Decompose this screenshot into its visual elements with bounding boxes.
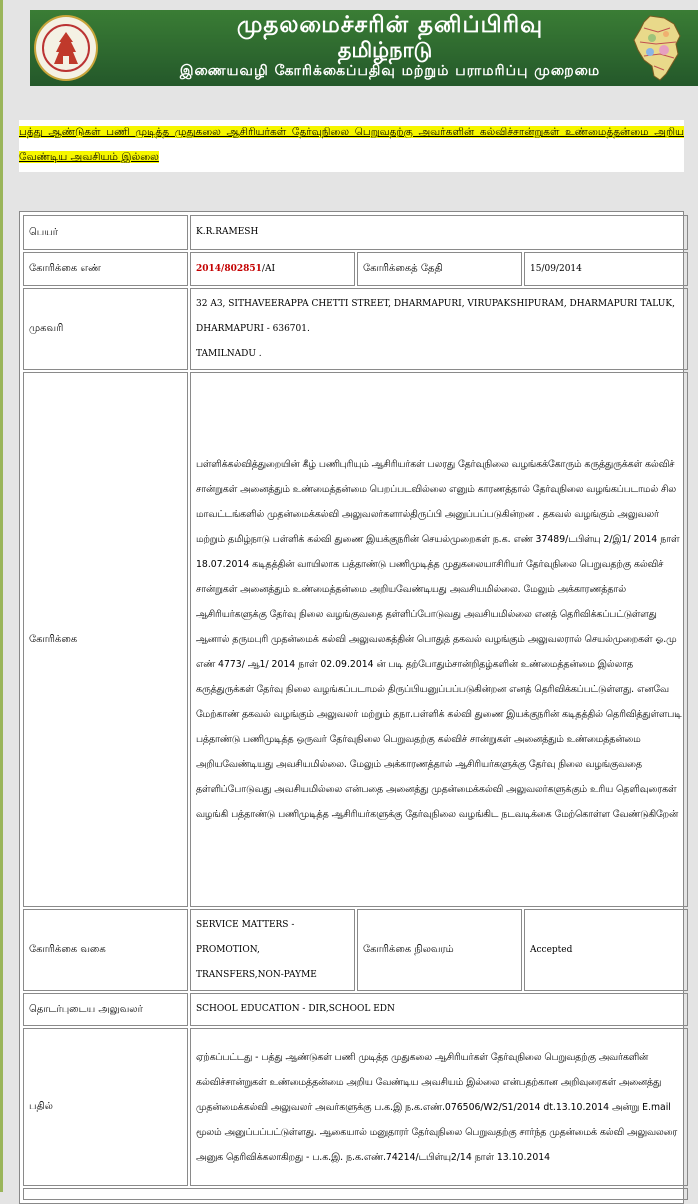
reply-text: ஏற்கப்பட்டது - பத்து ஆண்டுகள் பணி முடித்த முதுகலை ஆசிரியர்கள் தேர்வுநிலை பெறுவதற்கு அவர்களின் கல்விச்சான்றுகள் உண்மைத்தன்மை அறிய வேண்டிய அவசியம் இல்லை என்பதற்கான அறிவுரைகள் அனைத்து முதன்மைக்கல்வி அலுவலர் அவர்களுக்கு ப.க.இ ந.க.எண்.076506/W2/S1/2014 dt.13.10.2014 அன்று E.mail மூலம் அனுப்பப்பட்டுள்ளது. ஆகையால் மனுதாரர் தேர்வுநிலை பெறுவதற்கு சார்ந்த முதன்மைக் கல்வி அலுவலரை அனுக தெரிவிக்கலாகிறது - ப.க.இ. ந.க.எண்.74214/டபிள்யு2/14 நாள் 13.10.2014 bbox=[190, 1028, 688, 1186]
petition-number-suffix: /AI bbox=[261, 263, 276, 274]
petition-date-value: 15/09/2014 bbox=[524, 252, 688, 286]
address-value bbox=[190, 288, 688, 370]
officer-value: SCHOOL EDUCATION - DIR,SCHOOL EDN bbox=[190, 993, 688, 1026]
left-accent-bar bbox=[0, 0, 3, 1192]
petition-details-table bbox=[19, 211, 684, 1204]
petition-date-label: கோரிக்கைத் தேதி bbox=[357, 252, 522, 286]
tamilnadu-emblem-icon bbox=[34, 15, 98, 81]
tamilnadu-map-icon bbox=[630, 14, 686, 82]
reply-label: பதில் bbox=[23, 1028, 188, 1186]
row-reply bbox=[23, 1028, 688, 1186]
request-label: கோரிக்கை bbox=[23, 372, 188, 907]
banner-subtitle: இணையவழி கோரிக்கைப்பதிவு மற்றும் பராமரிப்பு முறைமை bbox=[179, 63, 601, 79]
petition-number-link[interactable]: 2014/802851 bbox=[196, 263, 262, 274]
row-footer bbox=[23, 1188, 688, 1200]
status-label: கோரிக்கை நிலவரம் bbox=[357, 909, 522, 991]
row-request bbox=[23, 372, 688, 907]
category-value: SERVICE MATTERS - PROMOTION, TRANSFERS,NON-PAYME bbox=[190, 909, 355, 991]
officer-label: தொடர்புடைய அலுவலர் bbox=[23, 993, 188, 1026]
status-value: Accepted bbox=[524, 909, 688, 991]
row-petition bbox=[23, 252, 688, 286]
banner-state: தமிழ்நாடு bbox=[337, 38, 433, 62]
banner-title: முதலமைச்சரின் தனிப்பிரிவு bbox=[236, 12, 544, 38]
row-address bbox=[23, 288, 688, 370]
address-line-2: DHARMAPURI - 636701. bbox=[196, 323, 310, 334]
header-banner bbox=[30, 10, 698, 86]
footer-cell bbox=[23, 1188, 688, 1200]
name-label: பெயர் bbox=[23, 215, 188, 250]
address-line-3: TAMILNADU . bbox=[196, 348, 262, 359]
address-line-1: 32 A3, SITHAVEERAPPA CHETTI STREET, DHARMAPURI, VIRUPAKSHIPURAM, DHARMAPURI TALUK, bbox=[196, 298, 675, 309]
row-category bbox=[23, 909, 688, 991]
subject-notice bbox=[19, 120, 684, 172]
request-text: பள்ளிக்கல்வித்துறையின் கீழ் பணிபுரியும் ஆசிரியர்கள் பலரது தேர்வுநிலை வழங்கக்கோரும் கருத்துருக்கள் கல்விச் சான்றுகள் அனைத்தும் உண்மைத்தன்மை பெறப்படவில்லை எனும் காரணத்தால் தேர்வுநிலை வழங்கப்படாமல் சில மாவட்டங்களில் முதன்மைக்கல்வி அலுவலர்களால்திருப்பி அனுப்பப்படுகின்றன . தகவல் வழங்கும் அலுவலர் மற்றும் தமிழ்நாடு பள்ளிக் கல்வி துணை இயக்குநரின் செயல்முறைகள் ந.க. எண் 37489/டபிள்யு 2/இ1/ 2014 நாள் 18.07.2014 கடிதத்தின் வாயிலாக பத்தாண்டு பணிமுடித்த முதுகலையாசிரியர் தேர்வுநிலை பெறுவதற்கு கல்விச் சான்றுகள் அனைத்தும் உண்மைத்தன்மை அறியவேண்டியது அவசியமில்லை. மேலும் அக்காரணத்தால் ஆசிரியர்களுக்கு தேர்வு நிலை வழங்குவதை தள்ளிப்போடுவது அவசியமில்லை எனத் தெரிவிக்கப்பட்டுள்ளது ஆனால் தருமபுரி முதன்மைக் கல்வி அலுவலகத்தின் பொதுத் தகவல் வழங்கும் அலுவலரால் செயல்முறைகள் ஓ.மு எண் 4773/ ஆ1/ 2014 நாள் 02.09.2014 ன் படி தற்போதும்சான்றிதழ்களின் உண்மைத்தன்மை இல்லாத கருத்துருக்கள் தேர்வு நிலை வழங்கப்படாமல் திருப்பியனுப்பப்படுகின்றன எனத் தெரிவிக்கப்பட்டுள்ளது. எனவே மேற்காண் தகவல் வழங்கும் அலுவலர் மற்றும் தநா.பள்ளிக் கல்வி துணை இயக்குநரின் கடிதத்தில் தெரிவித்துள்ளபடி பத்தாண்டு பணிமுடித்த ஒருவர் தேர்வுநிலை பெறுவதற்கு கல்விச் சான்றுகள் அனைத்தும் உண்மைத்தன்மை அறியவேண்டியது அவசியமில்லை. மேலும் அக்காரணத்தால் ஆசிரியர்களுக்கு தேர்வு நிலை வழங்குவதை தள்ளிப்போடுவது அவசியமில்லை என்பதை அனைத்து முதன்மைக்கல்வி அலுவலர்களுக்கும் உரிய தெளிவுரைகள் வழங்கி பத்தாண்டு பணிமுடித்த ஆசிரியர்களுக்கு தேர்வுநிலை வழங்கிட நடவடிக்கை மேற்கொள்ள வேண்டுகிறேன் bbox=[190, 372, 688, 907]
address-label: முகவரி bbox=[23, 288, 188, 370]
subject-text: பத்து ஆண்டுகள் பணி முடித்த முதுகலை ஆசிரியர்கள் தேர்வுநிலை பெறுவதற்கு அவர்களின் கல்விச்சான்றுகள் உண்மைத்தன்மை அறிய வேண்டிய அவசியம் இல்லை bbox=[19, 126, 684, 163]
row-officer bbox=[23, 993, 688, 1026]
petition-number-value bbox=[190, 252, 355, 286]
category-label: கோரிக்கை வகை bbox=[23, 909, 188, 991]
name-value: K.R.RAMESH bbox=[190, 215, 688, 250]
row-name bbox=[23, 215, 688, 250]
petition-number-label: கோரிக்கை எண் bbox=[23, 252, 188, 286]
